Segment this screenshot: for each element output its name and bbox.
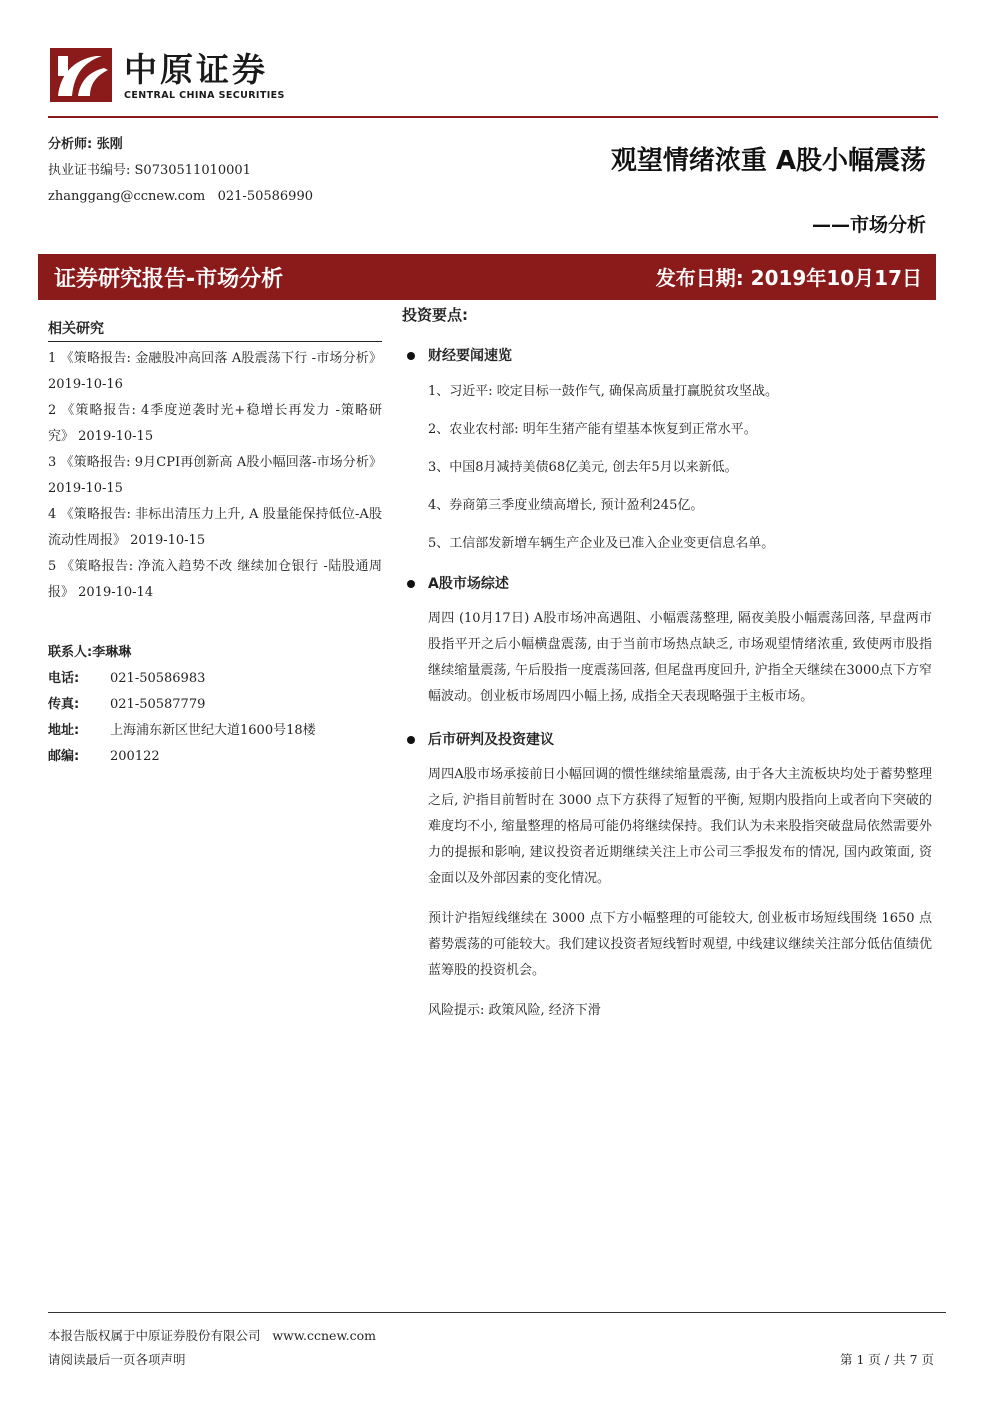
related-item[interactable]: 5 《策略报告: 净流入趋势不改 继续加仓银行 -陆股通周报》 2019-10-14 — [48, 559, 382, 600]
contact-address-row — [48, 718, 382, 744]
logo-name-en: CENTRAL CHINA SECURITIES — [124, 90, 285, 101]
contact-phone-row — [48, 666, 382, 692]
report-title: 观望情绪浓重 A股小幅震荡 — [610, 146, 926, 176]
outlook-heading-text: 后市研判及投资建议 — [428, 732, 554, 748]
company-logo — [50, 48, 300, 106]
related-item[interactable]: 3 《策略报告: 9月CPI再创新高 A股小幅回落-市场分析》 2019-10-15 — [48, 455, 382, 496]
news-item: 1、习近平: 咬定目标一鼓作气, 确保高质量打赢脱贫攻坚战。 — [428, 384, 779, 399]
contact-person-label: 联系人: — [48, 645, 93, 660]
analyst-cert: 执业证书编号: S0730511010001 — [48, 163, 251, 178]
report-date: 发布日期: 2019年10月17日 — [655, 266, 922, 290]
related-item[interactable]: 2 《策略报告: 4季度逆袭时光+稳增长再发力 -策略研究》 2019-10-15 — [48, 403, 382, 444]
news-heading — [404, 344, 932, 368]
left-column — [48, 318, 382, 770]
bullet-icon — [407, 736, 415, 744]
risk-note: 风险提示: 政策风险, 经济下滑 — [428, 1003, 601, 1018]
contact-zip: 200122 — [110, 749, 160, 764]
contact-block — [48, 640, 382, 770]
related-heading: 相关研究 — [48, 318, 382, 342]
news-list — [428, 382, 932, 554]
contact-phone-label: 电话: — [48, 671, 80, 686]
outlook-paragraph-1: 周四A股市场承接前日小幅回调的惯性继续缩量震荡, 由于各大主流板块均处于蓄势整理之后, 沪指目前暂时在 3000 点下方获得了短暂的平衡, 短期内股指向上或者向下突破的难度均不小, 缩量整理的格局可能仍将继续保持。我们认为未来股指突破盘局依然需要外力的提振和影响, 建议投资者近期继续关注上市公司三季报发布的情况, 国内政策面, 资金面以及外部因素的变化情况。 — [428, 767, 932, 886]
logo-mark-icon — [50, 48, 112, 102]
news-item: 2、农业农村部: 明年生猪产能有望基本恢复到正常水平。 — [428, 422, 757, 437]
contact-person-row — [48, 640, 382, 666]
contact-fax-row — [48, 692, 382, 718]
related-item[interactable]: 1 《策略报告: 金融股冲高回落 A股震荡下行 -市场分析》 2019-10-16 — [48, 351, 382, 392]
contact-fax-label: 传真: — [48, 697, 80, 712]
related-list — [48, 346, 382, 606]
bullet-icon — [407, 352, 415, 360]
news-item: 3、中国8月减持美债68亿美元, 创去年5月以来新低。 — [428, 460, 738, 475]
footer-disclaimer: 请阅读最后一页各项声明 — [48, 1352, 186, 1367]
market-heading-text: A股市场综述 — [428, 576, 509, 592]
market-summary: 周四 (10月17日) A股市场冲高遇阻、小幅震荡整理, 隔夜美股小幅震荡回落, 早盘两市股指平开之后小幅横盘震荡, 由于当前市场热点缺乏, 市场观望情绪浓重, 致使两市股指继续缩量震荡, 午后股指一度震荡回落, 但尾盘再度回升, 沪指全天继续在3000点下方窄幅波动。创业板市场周四小幅上扬, 成指全天表现略强于主板市场。 — [428, 611, 932, 704]
market-heading — [404, 572, 932, 596]
news-item: 5、工信部发新增车辆生产企业及已准入企业变更信息名单。 — [428, 536, 775, 551]
analyst-contact: zhanggang@ccnew.com 021-50586990 — [48, 189, 313, 204]
outlook-heading — [404, 728, 932, 752]
contact-fax: 021-50587779 — [110, 697, 206, 712]
outlook-paragraph-2: 预计沪指短线继续在 3000 点下方小幅整理的可能较大, 创业板市场短线围绕 1650 点蓄势震荡的可能较大。我们建议投资者短线暂时观望, 中线建议继续关注部分低估值绩优蓝筹股的投资机会。 — [428, 911, 932, 978]
right-column — [404, 304, 932, 1024]
report-category: 证券研究报告-市场分析 — [54, 267, 284, 292]
footer-rule — [48, 1312, 946, 1313]
analyst-block — [48, 132, 313, 210]
footer-page-number: 第 1 页 / 共 7 页 — [840, 1352, 934, 1367]
footer-copyright: 本报告版权属于中原证券股份有限公司 www.ccnew.com — [48, 1328, 377, 1343]
news-item: 4、券商第三季度业绩高增长, 预计盈利245亿。 — [428, 498, 704, 513]
contact-address-label: 地址: — [48, 723, 80, 738]
key-points-heading: 投资要点: — [402, 306, 468, 324]
contact-address: 上海浦东新区世纪大道1600号18楼 — [110, 723, 316, 738]
logo-name-cn: 中原证券 — [124, 50, 268, 89]
news-heading-text: 财经要闻速览 — [428, 348, 512, 364]
bullet-icon — [407, 580, 415, 588]
analyst-name: 分析师: 张刚 — [48, 137, 123, 152]
contact-zip-row — [48, 744, 382, 770]
header-rule — [48, 116, 938, 118]
contact-phone: 021-50586983 — [110, 671, 206, 686]
related-item[interactable]: 4 《策略报告: 非标出清压力上升, A 股量能保持低位-A股流动性周报》 2019-10-15 — [48, 507, 382, 548]
contact-person: 李琳琳 — [92, 645, 132, 660]
contact-zip-label: 邮编: — [48, 749, 80, 764]
report-subtitle: ——市场分析 — [811, 214, 926, 236]
